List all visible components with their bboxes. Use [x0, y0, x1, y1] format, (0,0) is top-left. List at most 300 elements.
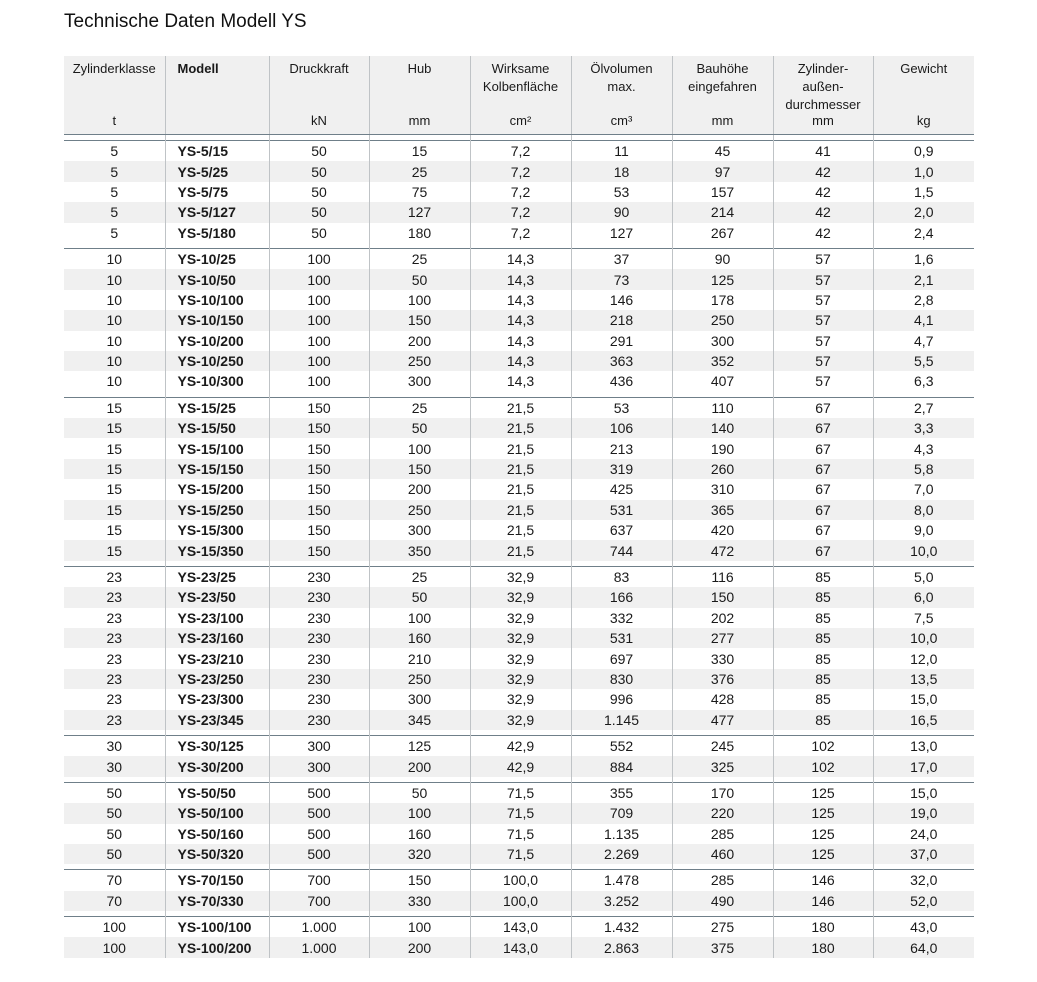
table-cell: 472 [672, 540, 773, 560]
table-cell: 7,2 [470, 202, 571, 222]
table-row [64, 608, 974, 628]
table-cell: 127 [571, 223, 672, 243]
model-cell: YS-15/150 [165, 459, 269, 479]
table-cell: 125 [773, 844, 873, 864]
table-cell: 3,3 [873, 418, 974, 438]
table-cell: 1.000 [269, 937, 369, 957]
table-cell: 477 [672, 710, 773, 730]
table-cell: 32,0 [873, 870, 974, 891]
table-cell: 50 [64, 844, 165, 864]
table-cell: 125 [672, 269, 773, 289]
table-cell: 1.135 [571, 824, 672, 844]
table-cell: 2,8 [873, 290, 974, 310]
table-row [64, 628, 974, 648]
table-cell: 420 [672, 520, 773, 540]
column-label: Gewicht [900, 61, 948, 76]
table-cell: 14,3 [470, 269, 571, 289]
table-row [64, 937, 974, 957]
table-cell: 5 [64, 141, 165, 162]
table-cell: 116 [672, 566, 773, 587]
table-cell: 37,0 [873, 844, 974, 864]
table-cell: 250 [369, 500, 470, 520]
table-cell: 1,0 [873, 161, 974, 181]
table-cell: 260 [672, 459, 773, 479]
model-cell: YS-23/210 [165, 648, 269, 668]
table-cell: 21,5 [470, 520, 571, 540]
model-cell: YS-15/100 [165, 438, 269, 458]
table-cell: 180 [773, 917, 873, 938]
table-cell: 150 [269, 520, 369, 540]
table-cell: 500 [269, 803, 369, 823]
table-cell: 150 [369, 870, 470, 891]
table-cell: 0,9 [873, 141, 974, 162]
table-cell: 37 [571, 248, 672, 269]
table-cell: 50 [269, 202, 369, 222]
table-cell: 1,6 [873, 248, 974, 269]
table-cell: 15 [64, 500, 165, 520]
table-cell: 146 [773, 870, 873, 891]
table-cell: 425 [571, 479, 672, 499]
table-cell: 345 [369, 710, 470, 730]
table-cell: 100,0 [470, 891, 571, 911]
table-cell: 230 [269, 689, 369, 709]
table-cell: 43,0 [873, 917, 974, 938]
table-cell: 700 [269, 870, 369, 891]
table-cell: 25 [369, 397, 470, 418]
table-cell: 102 [773, 735, 873, 756]
table-row [64, 351, 974, 371]
table-cell: 157 [672, 182, 773, 202]
table-cell: 50 [369, 782, 470, 803]
table-cell: 110 [672, 397, 773, 418]
table-cell: 7,2 [470, 161, 571, 181]
table-row [64, 397, 974, 418]
table-cell: 42 [773, 223, 873, 243]
table-cell: 11 [571, 141, 672, 162]
table-cell: 100 [269, 331, 369, 351]
table-cell: 24,0 [873, 824, 974, 844]
column-label: Zylinder-außen-durchmesser [785, 61, 861, 112]
table-cell: 15,0 [873, 689, 974, 709]
table-cell: 6,0 [873, 587, 974, 607]
model-cell: YS-5/25 [165, 161, 269, 181]
table-cell: 85 [773, 669, 873, 689]
table-cell: 744 [571, 540, 672, 560]
table-cell: 375 [672, 937, 773, 957]
table-cell: 21,5 [470, 418, 571, 438]
model-cell: YS-23/345 [165, 710, 269, 730]
table-cell: 230 [269, 566, 369, 587]
table-cell: 100,0 [470, 870, 571, 891]
table-cell: 50 [369, 587, 470, 607]
column-unit: mm [711, 113, 734, 128]
table-cell: 14,3 [470, 248, 571, 269]
model-cell: YS-5/180 [165, 223, 269, 243]
column-label: Bauhöhe eingefahren [688, 61, 757, 94]
table-cell: 32,9 [470, 608, 571, 628]
table-cell: 106 [571, 418, 672, 438]
table-cell: 21,5 [470, 459, 571, 479]
table-cell: 50 [369, 269, 470, 289]
column-header [773, 56, 873, 135]
table-cell: 300 [369, 520, 470, 540]
table-cell: 460 [672, 844, 773, 864]
table-cell: 85 [773, 628, 873, 648]
table-cell: 350 [369, 540, 470, 560]
table-cell: 32,9 [470, 669, 571, 689]
table-cell: 85 [773, 710, 873, 730]
table-cell: 143,0 [470, 937, 571, 957]
model-cell: YS-10/300 [165, 371, 269, 391]
table-cell: 10 [64, 351, 165, 371]
table-body [64, 135, 974, 958]
table-cell: 146 [571, 290, 672, 310]
table-cell: 150 [672, 587, 773, 607]
table-cell: 15 [369, 141, 470, 162]
table-row [64, 803, 974, 823]
table-row [64, 756, 974, 776]
column-unit: cm² [509, 113, 532, 128]
table-cell: 125 [773, 782, 873, 803]
table-row [64, 310, 974, 330]
table-cell: 531 [571, 628, 672, 648]
table-cell: 14,3 [470, 351, 571, 371]
table-cell: 230 [269, 587, 369, 607]
table-cell: 213 [571, 438, 672, 458]
table-row [64, 182, 974, 202]
column-label: Hub [407, 61, 432, 76]
table-cell: 57 [773, 371, 873, 391]
table-cell: 42 [773, 161, 873, 181]
table-cell: 23 [64, 628, 165, 648]
table-cell: 42,9 [470, 735, 571, 756]
table-cell: 127 [369, 202, 470, 222]
column-header [672, 56, 773, 135]
table-cell: 21,5 [470, 438, 571, 458]
table-row [64, 844, 974, 864]
table-cell: 500 [269, 824, 369, 844]
table-cell: 230 [269, 628, 369, 648]
table-cell: 50 [269, 182, 369, 202]
table-cell: 75 [369, 182, 470, 202]
table-cell: 210 [369, 648, 470, 668]
table-cell: 310 [672, 479, 773, 499]
table-cell: 71,5 [470, 782, 571, 803]
table-cell: 10 [106, 291, 123, 308]
table-cell: 85 [773, 648, 873, 668]
table-cell: 10 [64, 248, 165, 269]
table-cell: 41 [773, 141, 873, 162]
table-cell: 166 [571, 587, 672, 607]
table-cell: 200 [369, 331, 470, 351]
column-unit: cm³ [610, 113, 633, 128]
table-cell: 53 [571, 397, 672, 418]
table-cell: 71,5 [470, 844, 571, 864]
model-cell: YS-10/100 [165, 290, 269, 310]
column-unit: t [112, 113, 117, 128]
table-cell: 365 [672, 500, 773, 520]
table-cell: 500 [269, 782, 369, 803]
table-cell: 4,7 [873, 331, 974, 351]
table-cell: 300 [269, 756, 369, 776]
table-cell: 16,5 [873, 710, 974, 730]
table-cell: 21,5 [470, 479, 571, 499]
table-row [64, 141, 974, 162]
column-header [571, 56, 672, 135]
table-cell: 67 [773, 479, 873, 499]
table-cell: 67 [773, 540, 873, 560]
column-header [873, 56, 974, 135]
table-cell: 10 [64, 269, 165, 289]
column-label: Druckkraft [289, 61, 349, 76]
model-cell: YS-15/350 [165, 540, 269, 560]
table-cell: 332 [571, 608, 672, 628]
table-cell: 14,3 [470, 290, 571, 310]
table-cell: 73 [571, 269, 672, 289]
table-row [64, 223, 974, 243]
table-cell: 70 [64, 870, 165, 891]
table-cell: 100 [64, 937, 165, 957]
table-cell: 23 [64, 669, 165, 689]
table-cell: 160 [369, 824, 470, 844]
table-cell: 146 [773, 891, 873, 911]
model-cell: YS-50/100 [165, 803, 269, 823]
table-cell: 71,5 [470, 803, 571, 823]
table-cell: 500 [269, 844, 369, 864]
table-cell: 42 [773, 202, 873, 222]
table-row [64, 520, 974, 540]
table-cell: 5 [64, 202, 165, 222]
table-cell: 355 [571, 782, 672, 803]
table-cell: 230 [269, 608, 369, 628]
table-cell: 23 [106, 609, 123, 626]
table-cell: 67 [773, 418, 873, 438]
table-cell: 90 [672, 248, 773, 269]
table-cell: 319 [571, 459, 672, 479]
table-cell: 25 [369, 161, 470, 181]
table-cell: 15 [106, 440, 123, 457]
table-cell: 50 [269, 161, 369, 181]
table-cell: 5 [110, 224, 119, 241]
table-cell: 190 [672, 438, 773, 458]
column-label: Wirksame Kolbenfläche [482, 61, 559, 94]
table-cell: 8,0 [873, 500, 974, 520]
column-label: Modell [177, 61, 219, 76]
table-row [64, 248, 974, 269]
table-cell: 10 [106, 332, 123, 349]
model-cell: YS-10/250 [165, 351, 269, 371]
table-cell: 100 [369, 438, 470, 458]
table-cell: 3.252 [571, 891, 672, 911]
table-row [64, 202, 974, 222]
table-cell: 6,3 [873, 371, 974, 391]
table-cell: 32,9 [470, 710, 571, 730]
table-cell: 490 [672, 891, 773, 911]
table-row [64, 459, 974, 479]
table-row [64, 891, 974, 911]
table-cell: 100 [269, 248, 369, 269]
table-cell: 21,5 [470, 500, 571, 520]
table-cell: 15 [64, 397, 165, 418]
table-cell: 85 [773, 587, 873, 607]
table-cell: 30 [64, 756, 165, 776]
table-cell: 245 [672, 735, 773, 756]
table-cell: 50 [64, 782, 165, 803]
table-cell: 996 [571, 689, 672, 709]
table-cell: 100 [369, 803, 470, 823]
table-cell: 214 [672, 202, 773, 222]
table-cell: 50 [106, 825, 123, 842]
table-cell: 15 [64, 459, 165, 479]
table-cell: 25 [369, 566, 470, 587]
table-row [64, 479, 974, 499]
table-cell: 5,0 [873, 566, 974, 587]
table-cell: 85 [773, 566, 873, 587]
table-cell: 50 [64, 803, 165, 823]
column-header [369, 56, 470, 135]
table-row [64, 438, 974, 458]
table-cell: 15 [64, 418, 165, 438]
table-cell: 5 [110, 183, 119, 200]
table-cell: 150 [269, 438, 369, 458]
column-unit: mm [812, 113, 834, 128]
table-cell: 2,4 [873, 223, 974, 243]
table-cell: 50 [369, 418, 470, 438]
table-cell: 178 [672, 290, 773, 310]
table-row [64, 161, 974, 181]
table-cell: 45 [672, 141, 773, 162]
table-cell: 64,0 [873, 937, 974, 957]
table-cell: 884 [571, 756, 672, 776]
table-cell: 15 [64, 540, 165, 560]
table-row [64, 870, 974, 891]
table-cell: 13,0 [873, 735, 974, 756]
table-cell: 50 [269, 223, 369, 243]
table-cell: 436 [571, 371, 672, 391]
table-cell: 57 [773, 269, 873, 289]
table-cell: 170 [672, 782, 773, 803]
table-cell: 363 [571, 351, 672, 371]
table-cell: 325 [672, 756, 773, 776]
table-row [64, 566, 974, 587]
table-cell: 150 [269, 397, 369, 418]
table-cell: 100 [269, 351, 369, 371]
table-row [64, 689, 974, 709]
table-cell: 15 [106, 481, 123, 498]
table-cell: 32,9 [470, 689, 571, 709]
table-cell: 67 [773, 500, 873, 520]
table-row [64, 648, 974, 668]
table-cell: 218 [571, 310, 672, 330]
table-cell: 1.478 [571, 870, 672, 891]
table-cell: 100 [64, 917, 165, 938]
column-label: Zylinderklasse [72, 61, 156, 76]
model-cell: YS-15/300 [165, 520, 269, 540]
table-cell: 15 [106, 522, 123, 539]
table-cell: 100 [369, 608, 470, 628]
table-cell: 830 [571, 669, 672, 689]
table-cell: 14,3 [470, 331, 571, 351]
table-cell: 2,0 [873, 202, 974, 222]
table-row [64, 371, 974, 391]
model-cell: YS-50/50 [165, 782, 269, 803]
table-cell: 67 [773, 459, 873, 479]
model-cell: YS-100/200 [165, 937, 269, 957]
column-header [165, 56, 269, 135]
table-cell: 150 [269, 540, 369, 560]
table-row [64, 540, 974, 560]
table-cell: 85 [773, 689, 873, 709]
table-cell: 67 [773, 438, 873, 458]
table-cell: 352 [672, 351, 773, 371]
table-cell: 100 [369, 290, 470, 310]
table-cell: 150 [269, 500, 369, 520]
table-cell: 70 [64, 891, 165, 911]
table-cell: 330 [369, 891, 470, 911]
table-cell: 637 [571, 520, 672, 540]
table-cell: 67 [773, 397, 873, 418]
table-row [64, 269, 974, 289]
model-cell: YS-15/50 [165, 418, 269, 438]
table-cell: 100 [269, 310, 369, 330]
table-cell: 1.145 [571, 710, 672, 730]
model-cell: YS-15/25 [165, 397, 269, 418]
table-cell: 23 [64, 566, 165, 587]
table-cell: 23 [106, 691, 123, 708]
table-cell: 376 [672, 669, 773, 689]
column-unit: kN [311, 113, 327, 128]
table-cell: 17,0 [873, 756, 974, 776]
model-cell: YS-23/250 [165, 669, 269, 689]
table-cell: 2,7 [873, 397, 974, 418]
table-cell: 10 [106, 373, 123, 390]
table-cell: 10,0 [873, 628, 974, 648]
table-cell: 85 [773, 608, 873, 628]
table-cell: 23 [64, 710, 165, 730]
column-label: Ölvolumen max. [590, 61, 653, 94]
table-cell: 5,5 [873, 351, 974, 371]
table-cell: 10,0 [873, 540, 974, 560]
column-unit: kg [916, 113, 931, 128]
table-cell: 2.269 [571, 844, 672, 864]
technical-data-table [64, 56, 974, 958]
table-cell: 300 [369, 371, 470, 391]
table-cell: 9,0 [873, 520, 974, 540]
table-row [64, 587, 974, 607]
table-cell: 102 [773, 756, 873, 776]
table-cell: 67 [773, 520, 873, 540]
table-cell: 57 [773, 351, 873, 371]
table-cell: 300 [369, 689, 470, 709]
table-cell: 42 [773, 182, 873, 202]
model-cell: YS-5/127 [165, 202, 269, 222]
table-cell: 407 [672, 371, 773, 391]
table-cell: 285 [672, 824, 773, 844]
table-cell: 53 [571, 182, 672, 202]
table-cell: 300 [269, 735, 369, 756]
table-cell: 32,9 [470, 628, 571, 648]
table-cell: 90 [571, 202, 672, 222]
column-header [64, 56, 165, 135]
table-cell: 57 [773, 290, 873, 310]
model-cell: YS-50/320 [165, 844, 269, 864]
model-cell: YS-23/160 [165, 628, 269, 648]
column-unit: mm [408, 113, 431, 128]
table-row [64, 418, 974, 438]
table-row [64, 710, 974, 730]
table-row [64, 917, 974, 938]
table-row [64, 735, 974, 756]
